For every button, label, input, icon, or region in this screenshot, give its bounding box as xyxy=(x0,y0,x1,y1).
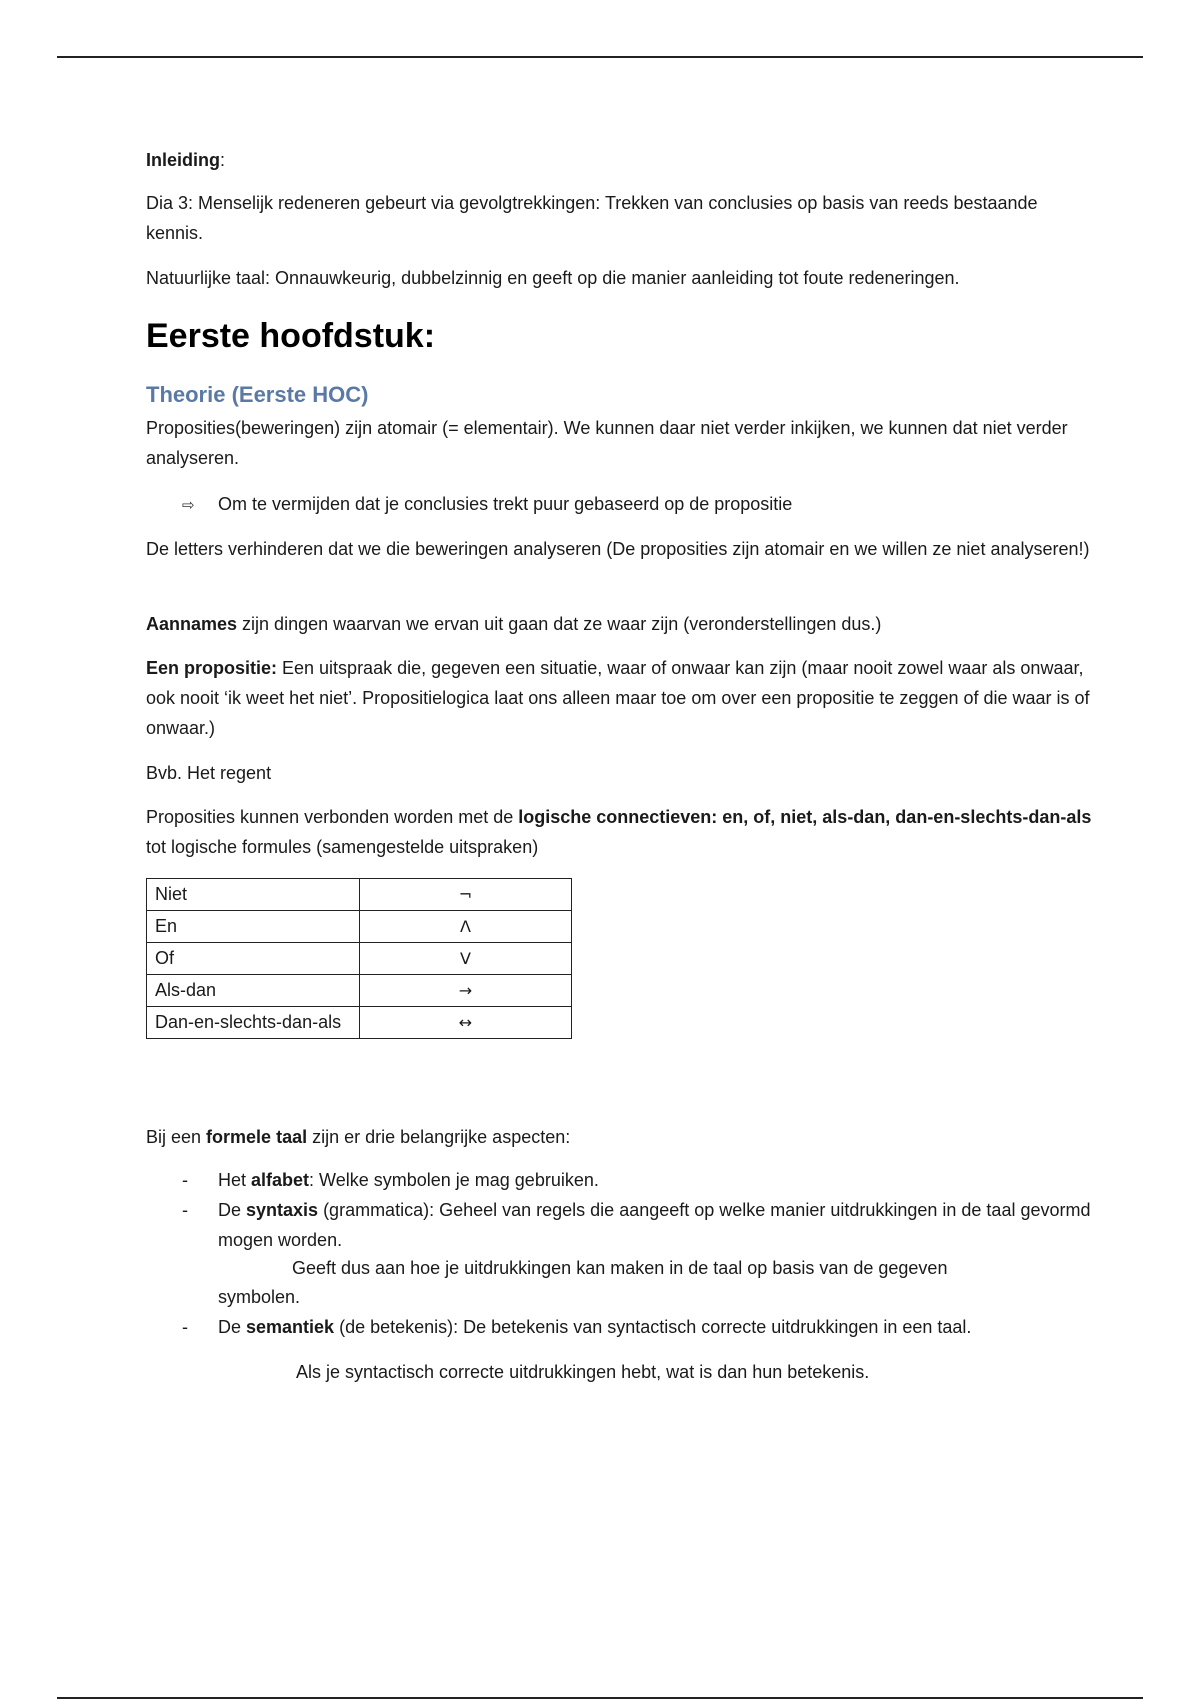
syntax-note-line2: symbolen. xyxy=(218,1287,301,1307)
propositions-paragraph: Proposities(beweringen) zijn atomair (= elementair). We kunnen daar niet verder inkijken, we kunnen dat niet verder analyseren. xyxy=(146,418,1068,468)
intro-dia3: Dia 3: Menselijk redeneren gebeurt via gevolgtrekkingen: Trekken van conclusies op basis van reeds bestaande kennis. xyxy=(146,193,1038,243)
intro-heading: Inleiding: xyxy=(146,150,226,170)
proposition-definition: Een propositie: Een uitspraak die, gegeven een situatie, waar of onwaar kan zijn (maar nooit zowel waar als onwaar, ook nooit ‘ik weet het niet’. Propositielogica laat ons alleen maar toe om over een propositie te zeggen of die waar is of onwaar.) xyxy=(146,658,1090,738)
connectives-table xyxy=(146,878,572,1039)
formal-language-paragraph: Bij een formele taal zijn er drie belangrijke aspecten: xyxy=(146,1127,571,1147)
table-row: Dan-en-slechts-dan-als ↔ xyxy=(147,1007,572,1039)
footer-rule xyxy=(57,1697,1143,1699)
syntax-note-line1: Geeft dus aan hoe je uitdrukkingen kan maken in de taal op basis van de gegeven xyxy=(292,1258,948,1278)
intro-natural-language: Natuurlijke taal: Onnauwkeurig, dubbelzinnig en geeft op die manier aanleiding tot foute redeneringen. xyxy=(146,268,960,288)
table-row: Als-dan → xyxy=(147,975,572,1007)
connectives-paragraph: Proposities kunnen verbonden worden met de logische connectieven: en, of, niet, als-dan, dan-en-slechts-dan-als tot logische formules (samengestelde uitspraken) xyxy=(146,807,1092,857)
arrow-right-icon: ⇨ xyxy=(182,497,195,514)
list-item: - De syntaxis (grammatica): Geheel van regels die aangeeft op welke manier uitdrukkingen in de taal gevormd mogen worden. xyxy=(182,1200,1091,1250)
list-item: - Het alfabet: Welke symbolen je mag gebruiken. xyxy=(182,1170,599,1190)
list-item: - De semantiek (de betekenis): De betekenis van syntactisch correcte uitdrukkingen in een taal. xyxy=(182,1317,972,1337)
table-row: Of V xyxy=(147,943,572,975)
chapter-subtitle: Theorie (Eerste HOC) xyxy=(146,382,369,407)
header-rule xyxy=(57,56,1143,58)
example-paragraph: Bvb. Het regent xyxy=(146,763,272,783)
arrow-list-item: ⇨ Om te vermijden dat je conclusies trekt puur gebaseerd op de propositie xyxy=(182,489,792,521)
table-row: En Λ xyxy=(147,911,572,943)
table-row: Niet ¬ xyxy=(147,879,572,911)
semantics-note: Als je syntactisch correcte uitdrukkingen hebt, wat is dan hun betekenis. xyxy=(296,1362,870,1382)
chapter-title: Eerste hoofdstuk: xyxy=(146,317,436,355)
letters-paragraph: De letters verhinderen dat we die beweringen analyseren (De proposities zijn atomair en we willen ze niet analyseren!) xyxy=(146,539,1090,559)
assumptions-paragraph: Aannames zijn dingen waarvan we ervan uit gaan dat ze waar zijn (veronderstellingen dus.) xyxy=(146,614,882,634)
